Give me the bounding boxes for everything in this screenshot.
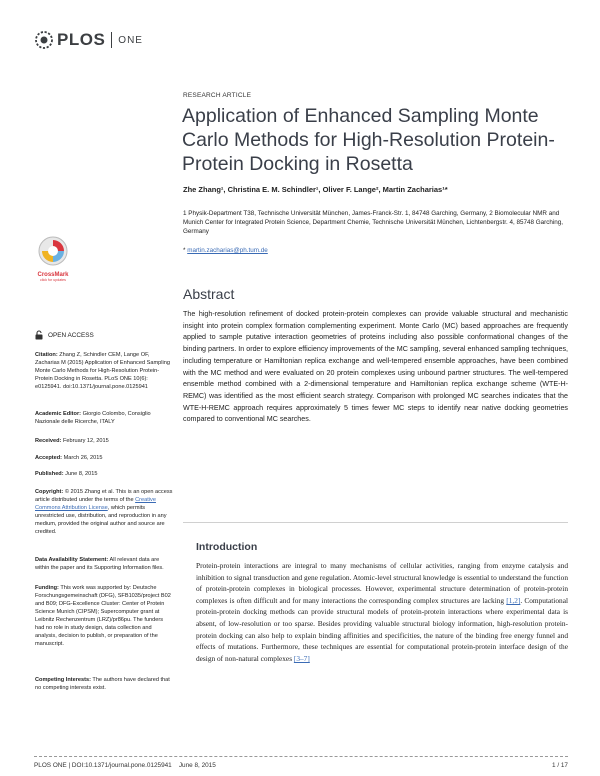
correspondence: [183, 247, 268, 254]
article-type: RESEARCH ARTICLE: [183, 92, 252, 99]
logo-separator: [111, 32, 112, 48]
competing-interests-block: [35, 676, 173, 692]
section-divider: [183, 522, 568, 523]
competing-interests-label: Competing Interests:: [35, 677, 91, 683]
received-date: February 12, 2015: [63, 438, 109, 444]
data-availability-block: [35, 556, 173, 572]
abstract-text: The high-resolution refinement of docked protein-protein complexes can provide valuable structural and mechanistic insight into protein complex formation complementing experiment. Monte Carlo (MC) based approaches are frequently applied to sample putative interaction geometries of proteins including also possible conformational changes of the binding partners. In order to explore efficiency improvements of the MC sampling, several enhanced sampling techniques, including temperature or Hamiltonian replica exchange and well-tempered ensemble approaches, have been combined with the MC method and were evaluated on 20 protein complexes using unbound partner structures. The well-tempered ensemble method combined with a 2-dimensional temperature and Hamiltonian replica exchange scheme (WTE-H-REMC) was identified as the most efficient search strategy. Comparison with prolonged MC searches indicates that the WTE-H-REMC approach requires approximately 5 times fewer MC steps to identify near native docking geometries compared to conventional MC searches.: [183, 310, 568, 424]
citation-label: Citation:: [35, 352, 58, 358]
crossmark-icon: [38, 236, 68, 266]
academic-editor-text: Giorgio Colombo, Consiglio Nazionale delle Ricerche, ITALY: [35, 411, 151, 425]
intro-text-part-2: . Computational protein-protein docking methods can provide structural models of protein-protein interactions where experimental data is absent, of low-resolution or too sparse. Besides providing valuable structural biology information, high-resolution protein-protein docking can also help to explain binding affinities and specificities, the nature of the binding free energy funnel and effects of mutations. Furthermore, these techniques are essential for computational protein-protein interface design of the design of non-natural complexes: [196, 595, 568, 663]
accepted-date: March 26, 2015: [63, 455, 103, 461]
citation-text: Zhang Z, Schindler CEM, Lange OF, Zacharias M (2015) Application of Enhanced Sampling Monte Carlo Methods for High-Resolution Protein-Protein Docking in Rosetta. PLoS ONE 10(6): e0125941. doi:10.1371/journal.pone.0125941: [35, 352, 170, 390]
received-label: Received:: [35, 438, 62, 444]
page-number: 1 / 17: [552, 762, 568, 769]
logo-word: PLOS: [57, 30, 106, 49]
affiliations: 1 Physik-Department T38, Technische Universität München, James-Franck-Str. 1, 84748 Garching, Germany, 2 Biomolecular NMR and Munich Center for Integrated Protein Science, Department Chemie, Technische Universität München, Lichtenbergstr. 4, 85748 Garching, Germany: [183, 210, 563, 235]
data-availability-label: Data Availability Statement:: [35, 557, 109, 563]
crossmark-label: CrossMark: [37, 272, 69, 278]
correspondence-email-link[interactable]: martin.zacharias@ph.tum.de: [187, 247, 268, 254]
plos-one-logo[interactable]: [34, 30, 143, 50]
open-access-label: OPEN ACCESS: [48, 331, 94, 339]
academic-editor-label: Academic Editor:: [35, 411, 82, 417]
abstract-heading: Abstract: [183, 286, 235, 302]
competing-interests-text: The authors have declared that no competing interests exist.: [35, 677, 170, 691]
correspondence-marker: *: [183, 247, 186, 254]
funding-block: [35, 584, 173, 648]
introduction-heading: Introduction: [196, 541, 258, 553]
accepted-block: [35, 454, 173, 462]
accepted-label: Accepted:: [35, 455, 63, 461]
crossmark-sub: click for updates: [40, 278, 66, 282]
copyright-block: [35, 488, 173, 536]
funding-label: Funding:: [35, 585, 59, 591]
reference-link-2[interactable]: [3–7]: [293, 653, 310, 663]
copyright-label: Copyright:: [35, 489, 64, 495]
published-date: June 8, 2015: [65, 471, 98, 477]
copyright-text-pre: © 2015 Zhang et al. This is an open access article distributed under the terms of the: [35, 489, 173, 503]
footer-citation: PLOS ONE | DOI:10.1371/journal.pone.0125941 June 8, 2015: [34, 762, 216, 769]
citation-block: [35, 351, 173, 391]
funding-text: This work was supported by: Deutsche Forschungsgemeinschaft (DFG), SFB1035/project B02 and B09; DFG-Excellence Cluster: Center of Protein Science Munich (CIPSM); Supercomputer grant at Leibnitz Rechenzentrum (LRZ)/pr86pu. The funders had no role in study design, data collection and analysis, decision to publish, or preparation of the manuscript.: [35, 585, 171, 647]
published-block: [35, 470, 173, 478]
reference-link-1[interactable]: [1,2]: [506, 595, 521, 605]
license-link[interactable]: Creative Commons Attribution License: [35, 497, 156, 511]
academic-editor-block: [35, 410, 173, 426]
footer-rule: [34, 756, 568, 757]
intro-text-part-1: Protein-protein interactions are integral to many mechanisms of cellular activities, ranging from enzyme catalysis and inhibition to signal transduction and gene regulation. Atomic-level structural knowledge is essential to understand the function of protein-protein complexes in biological processes. However, experimental structure determination of protein-protein complexes is often difficult and for many interactions the corresponding complex structures are lacking: [196, 561, 568, 605]
received-block: [35, 437, 173, 445]
data-availability-text: All relevant data are within the paper and its Supporting Information files.: [35, 557, 164, 571]
plos-logo-icon: [34, 30, 54, 50]
introduction-text: [196, 560, 568, 664]
crossmark-badge[interactable]: [35, 236, 71, 282]
copyright-text-post: , which permits unrestricted use, distribution, and reproduction in any medium, provided the original author and source are credited.: [35, 505, 167, 535]
article-title: Application of Enhanced Sampling Monte Carlo Methods for High-Resolution Protein-Protein Docking in Rosetta: [182, 105, 555, 175]
logo-journal: ONE: [118, 34, 143, 46]
published-label: Published:: [35, 471, 64, 477]
open-lock-icon: [35, 330, 43, 340]
author-list: Zhe Zhang¹, Christina E. M. Schindler¹, Oliver F. Lange², Martin Zacharias¹*: [183, 185, 448, 194]
open-access-badge: [35, 330, 94, 340]
